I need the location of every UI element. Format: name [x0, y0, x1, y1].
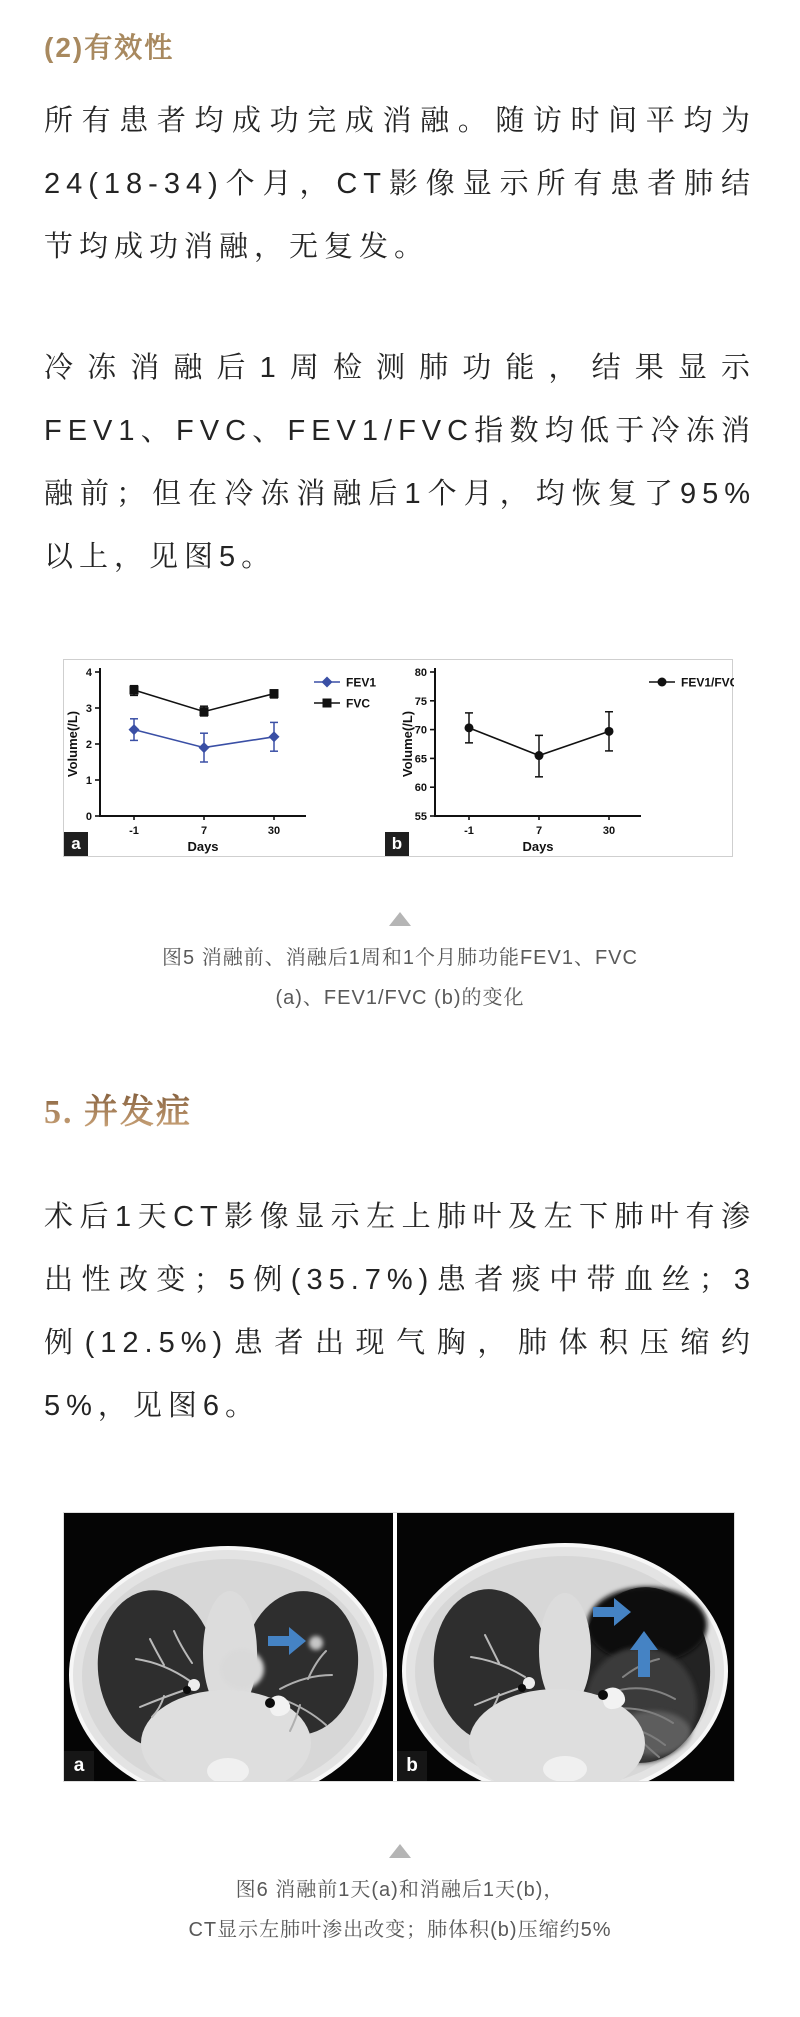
figure6-ct-images — [63, 1512, 735, 1782]
figure-collapse-triangle-icon — [389, 1844, 411, 1858]
svg-text:65: 65 — [414, 753, 427, 766]
figure6-caption-line2: CT显示左肺叶渗出改变；肺体积(b)压缩约5% — [188, 1919, 612, 1941]
svg-text:75: 75 — [414, 695, 427, 708]
section-heading-effectiveness: (2)有效性 — [44, 32, 175, 63]
body-paragraph-followup: 所有患者均成功完成消融。随访时间平均为24(18-34)个月，CT影像显示所有患者肺结节均成功消融，无复发。 — [44, 105, 756, 263]
figure6-panel-a-label: a — [64, 1751, 94, 1781]
figure5-panel-b-label: b — [385, 832, 409, 856]
chart-b-fev1-fvc-ratio — [399, 660, 734, 856]
figure5-panel-a-label: a — [64, 832, 88, 856]
svg-text:7: 7 — [200, 825, 208, 837]
svg-text:FEV1: FEV1 — [346, 675, 377, 690]
line-chart — [64, 660, 399, 856]
ct-image-a — [64, 1513, 393, 1781]
svg-text:FVC: FVC — [346, 696, 370, 711]
figure6-panel-b-label: b — [397, 1751, 427, 1781]
svg-text:1: 1 — [85, 775, 92, 787]
chart-a-fev1-fvc — [64, 660, 399, 856]
svg-text:Volume(/L): Volume(/L) — [400, 710, 415, 778]
svg-text:30: 30 — [602, 825, 616, 837]
body-paragraph-lung-function: 冷冻消融后1周检测肺功能，结果显示FEV1、FVC、FEV1/FVC指数均低于冷冻消融前；但在冷冻消融后1个月，均恢复了95%以上，见图5。 — [44, 352, 756, 573]
svg-text:FEV1/FVC: FEV1/FVC — [681, 675, 734, 690]
svg-text:80: 80 — [414, 667, 427, 679]
body-paragraph-complications: 术后1天CT影像显示左上肺叶及左下肺叶有渗出性改变；5例(35.7%)患者痰中带血丝；3例(12.5%)患者出现气胸，肺体积压缩约5%，见图6。 — [44, 1201, 756, 1422]
svg-text:30: 30 — [267, 825, 281, 837]
figure6-caption-line1: 图6 消融前1天(a)和消融后1天(b)， — [235, 1879, 565, 1901]
figure-collapse-triangle-icon — [389, 912, 411, 926]
svg-text:Days: Days — [187, 839, 219, 854]
svg-text:Volume(/L): Volume(/L) — [65, 710, 80, 778]
figure5-charts — [63, 659, 733, 857]
figure5-caption — [44, 938, 756, 1018]
line-chart — [399, 660, 734, 856]
ct-scan-post-ablation — [397, 1513, 734, 1781]
svg-text:3: 3 — [85, 703, 92, 715]
svg-text:55: 55 — [414, 811, 427, 823]
svg-text:70: 70 — [414, 724, 427, 737]
ct-image-b — [397, 1513, 734, 1781]
svg-text:60: 60 — [414, 782, 427, 795]
section-heading-complications: 5. 并发症 — [44, 1090, 756, 1136]
svg-text:7: 7 — [535, 825, 543, 837]
svg-text:2: 2 — [85, 739, 92, 751]
svg-text:-1: -1 — [129, 825, 139, 837]
ct-scan-pre-ablation — [64, 1513, 393, 1781]
figure5-caption-line2: (a)、FEV1/FVC (b)的变化 — [275, 987, 525, 1009]
figure5-caption-line1: 图5 消融前、消融后1周和1个月肺功能FEV1、FVC — [162, 947, 638, 969]
svg-text:-1: -1 — [464, 825, 474, 837]
svg-text:4: 4 — [85, 667, 92, 679]
svg-text:Days: Days — [522, 839, 554, 854]
svg-text:0: 0 — [85, 811, 92, 823]
figure6-caption — [44, 1870, 756, 1950]
